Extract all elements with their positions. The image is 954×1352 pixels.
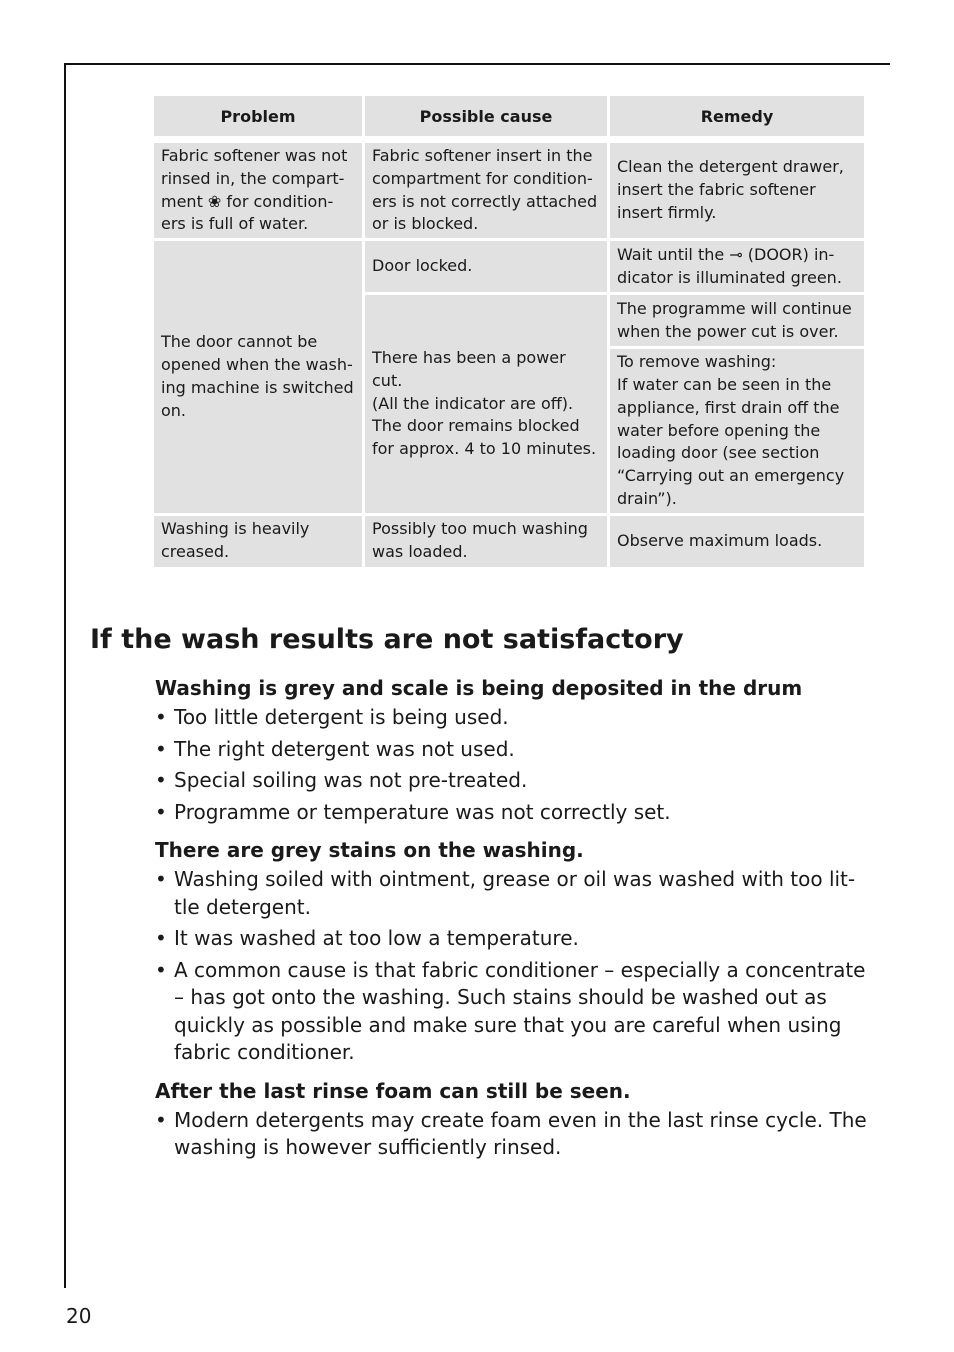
- list-item: • A common cause is that fabric conditioner – especially a concentrate – has got onto the washing. Such stains should be washed out as quickly as possible and make sure that you are careful when using fabric conditioner.: [155, 957, 875, 1067]
- subsection-grey-scale: [155, 674, 875, 826]
- subsection-grey-stains: [155, 836, 875, 1067]
- list-item: • Modern detergents may create foam even in the last rinse cycle. The washing is however sufficiently rinsed.: [155, 1107, 875, 1162]
- remedy-cell: Observe maximum loads.: [610, 516, 864, 570]
- table-row: [154, 143, 864, 241]
- problem-cell: Washing is heavily creased.: [154, 516, 365, 570]
- subsection-heading: After the last rinse foam can still be seen.: [155, 1078, 631, 1103]
- cause-cell: Door locked.: [365, 241, 610, 295]
- subsection-foam: [155, 1077, 875, 1162]
- cause-cell: Possibly too much washing was loaded.: [365, 516, 610, 570]
- troubleshooting-table: [154, 96, 864, 570]
- subsection-heading: Washing is grey and scale is being deposited in the drum: [155, 676, 803, 700]
- cause-cell: There has been a power cut. (All the indicator are off). The door remains blocked for approx. 4 to 10 minutes.: [365, 295, 610, 516]
- page-number: 20: [66, 1304, 92, 1328]
- header-problem: Problem: [154, 96, 365, 143]
- section-title: If the wash results are not satisfactory: [90, 624, 684, 655]
- table-row: [154, 241, 864, 295]
- header-possible-cause: Possible cause: [365, 96, 610, 143]
- bullet-list: [155, 704, 875, 826]
- remedy-cell: Wait until the ⊸ (DOOR) in- dicator is illuminated green.: [610, 241, 864, 295]
- page-frame-left-rule: [64, 63, 66, 1288]
- table-header-row: [154, 96, 864, 143]
- header-remedy: Remedy: [610, 96, 864, 143]
- wash-results-content: [155, 674, 875, 1172]
- page-frame-top-rule: [64, 63, 890, 65]
- bullet-list: [155, 866, 875, 1067]
- list-item: • Too little detergent is being used.: [155, 704, 875, 732]
- remedy-cell: Clean the detergent drawer, insert the fabric softener insert firmly.: [610, 143, 864, 241]
- list-item: • The right detergent was not used.: [155, 736, 875, 764]
- cause-cell: Fabric softener insert in the compartment for condition- ers is not correctly attached or is blocked.: [365, 143, 610, 241]
- list-item: • Special soiling was not pre-treated.: [155, 767, 875, 795]
- remedy-cell: To remove washing: If water can be seen in the appliance, first drain off the water before opening the loading door (see section “Carrying out an emergency drain”).: [610, 349, 864, 516]
- table-row: [154, 516, 864, 570]
- problem-cell: Fabric softener was not rinsed in, the compart- ment ❀ for condition- ers is full of water.: [154, 143, 365, 241]
- bullet-list: [155, 1107, 875, 1162]
- list-item: • Programme or temperature was not correctly set.: [155, 799, 875, 827]
- list-item: • Washing soiled with ointment, grease or oil was washed with too lit-tle detergent.: [155, 866, 875, 921]
- list-item: • It was washed at too low a temperature.: [155, 925, 875, 953]
- remedy-cell: The programme will continue when the power cut is over.: [610, 295, 864, 349]
- subsection-heading: There are grey stains on the washing.: [155, 838, 584, 862]
- problem-cell: The door cannot be opened when the wash- ing machine is switched on.: [154, 241, 365, 516]
